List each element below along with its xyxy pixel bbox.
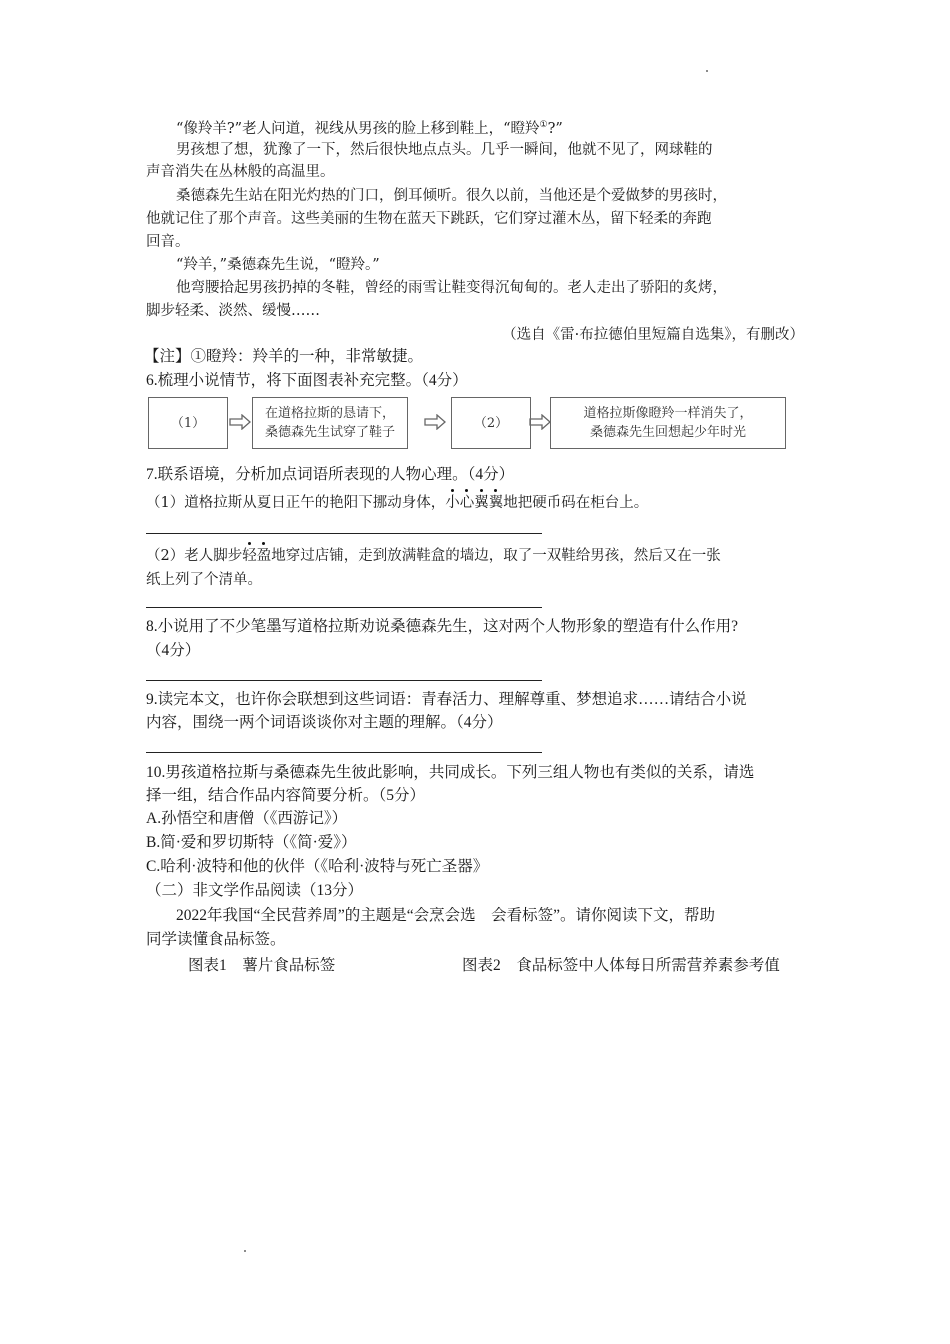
story-text: ?” [547,120,563,137]
story-text: “像羚羊?”老人问道，视线从男孩的脸上移到鞋上，“瞪羚 [176,120,540,137]
scan-speck [706,70,708,72]
section-2-intro-line-2: 同学读懂食品标签。 [146,931,286,948]
question-7-prompt: 7.联系语境，分析加点词语所表现的人物心理。（4分） [146,466,515,483]
flow-box-blank-1[interactable] [148,397,228,449]
flow-box-2 [252,397,408,449]
flow-box-text: 在道格拉斯的恳请下， [264,406,395,421]
flow-box-blank-2[interactable] [451,397,531,449]
flow-arrow-icon [529,414,551,430]
flow-box-label: （2） [473,415,509,431]
sentence-text: 地把硬币码在柜台上。 [503,495,649,511]
flow-arrow-icon [229,414,251,430]
story-source: （选自《雷·布拉德伯里短篇自选集》，有删改） [502,327,804,343]
story-paragraph-4: “羚羊，”桑德森先生说，“瞪羚。” [176,257,380,273]
sentence-text: （1）道格拉斯从夏日正午的艳阳下挪动身体， [146,495,446,511]
section-2-intro-line-1: 2022年我国“全民营养周”的主题是“会烹会选 会看标签”。请你阅读下文，帮助 [176,907,716,924]
flow-box-label: （1） [170,415,206,431]
story-paragraph-5-line-1: 他弯腰拾起男孩扔掉的冬鞋，曾经的雨雪让鞋变得沉甸甸的。老人走出了骄阳的炙烤， [176,280,727,296]
story-paragraph-2-line-1: 男孩想了想，犹豫了一下，然后很快地点点头。几乎一瞬间，他就不见了，网球鞋的 [176,142,713,158]
story-paragraph-3-line-2: 他就记住了那个声音。这些美丽的生物在蓝天下跳跃，它们穿过灌木丛，留下轻柔的奔跑 [146,211,712,227]
dotted-character: 小 [445,492,460,514]
question-10-option-c: C.哈利·波特和他的伙伴（《哈利·波特与死亡圣器》 [146,858,489,875]
question-6-prompt: 6.梳理小说情节，将下面图表补充完整。（4分） [146,372,468,389]
story-footnote: 【注】①瞪羚：羚羊的一种，非常敏捷。 [144,348,424,365]
story-paragraph-2-line-2: 声音消失在丛林般的高温里。 [146,164,335,180]
footnote-marker: ① [539,120,548,130]
flow-box-text: 道格拉斯像瞪羚一样消失了， [583,406,753,421]
question-7-sentence-1 [146,492,648,514]
answer-line-7-2[interactable] [146,607,542,608]
question-7-sentence-2 [146,545,721,567]
dotted-character: 心 [460,492,475,514]
story-paragraph-1 [176,114,563,140]
story-paragraph-5-line-2: 脚步轻柔、淡然、缓慢…… [146,303,320,319]
question-10-option-b: B.简·爱和罗切斯特（《简·爱》） [146,834,357,851]
question-10-option-a: A.孙悟空和唐僧（《西游记》） [146,810,348,827]
flow-box-text: 桑德森先生试穿了鞋子 [264,425,395,440]
answer-line-9[interactable] [146,752,542,753]
question-8-score: （4分） [146,642,201,659]
dotted-character: 轻 [242,545,257,567]
answer-line-7-1[interactable] [146,533,542,534]
chart-2-caption: 图表2 食品标签中人体每日所需营养素参考值 [462,957,780,974]
story-paragraph-3-line-3: 回音。 [146,234,190,250]
question-10-line-2: 择一组，结合作品内容简要分析。（5分） [146,787,426,804]
story-paragraph-3-line-1: 桑德森先生站在阳光灼热的门口，倒耳倾听。很久以前，当他还是个爱做梦的男孩时， [176,188,727,204]
flow-box-text: 桑德森先生回想起少年时光 [589,425,746,440]
question-10-line-1: 10.男孩道格拉斯与桑德森先生彼此影响，共同成长。下列三组人物也有类似的关系，请选 [146,764,755,781]
dotted-character: 盈 [257,545,272,567]
plot-flowchart [148,397,788,453]
flow-box-4 [550,397,786,449]
dotted-character: 翼 [474,492,489,514]
question-7-sentence-2-cont: 纸上列了个清单。 [146,572,262,588]
sentence-text: （2）老人脚步 [146,548,243,564]
question-9-line-2: 内容，围绕一两个词语谈谈你对主题的理解。（4分） [146,714,503,731]
chart-1-caption: 图表1 薯片食品标签 [188,957,336,974]
question-8-prompt: 8.小说用了不少笔墨写道格拉斯劝说桑德森先生，这对两个人物形象的塑造有什么作用? [146,618,739,635]
question-9-line-1: 9.读完本文，也许你会联想到这些词语：青春活力、理解尊重、梦想追求……请结合小说 [146,691,747,708]
section-2-heading: （二）非文学作品阅读（13分） [146,882,364,899]
sentence-text: 地穿过店铺，走到放满鞋盒的墙边，取了一双鞋给男孩，然后又在一张 [271,548,721,564]
dotted-character: 翼 [489,492,504,514]
answer-line-8[interactable] [146,680,542,681]
flow-arrow-icon [424,414,446,430]
scan-speck [244,1250,246,1252]
